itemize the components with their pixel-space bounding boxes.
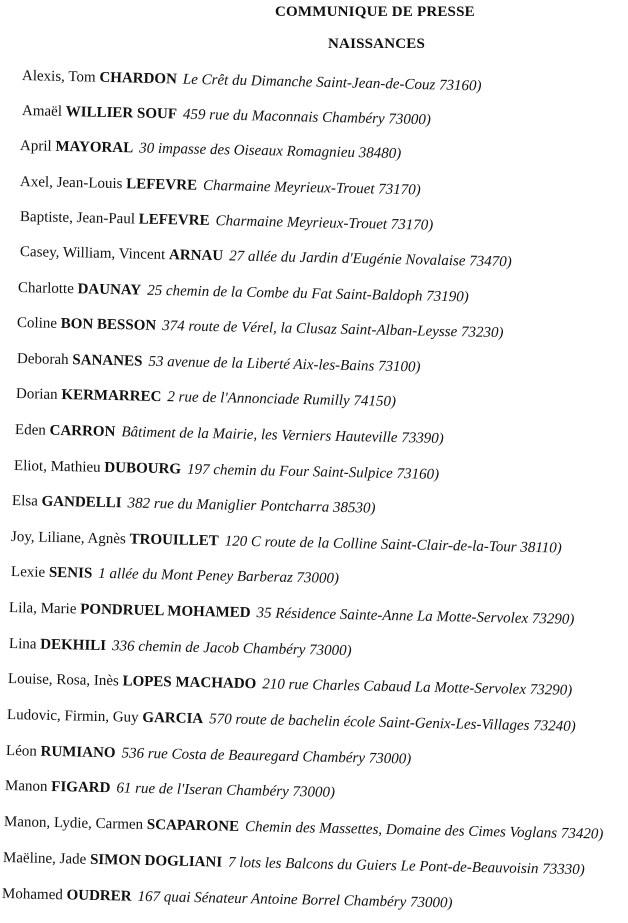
given-names: Dorian bbox=[15, 386, 58, 403]
announcement-entry bbox=[2, 885, 453, 912]
surname: DUBOURG bbox=[104, 459, 182, 478]
surname: ARNAU bbox=[168, 247, 224, 265]
given-names: Maëline, Jade bbox=[2, 850, 87, 868]
given-names: Lila, Marie bbox=[8, 600, 77, 618]
surname: SENIS bbox=[48, 564, 93, 582]
given-names: Elsa bbox=[11, 493, 38, 510]
document-title: COMMUNIQUE DE PRESSE bbox=[275, 4, 475, 20]
surname: BON BESSON bbox=[60, 315, 157, 334]
given-names: Alexis, Tom bbox=[21, 68, 96, 86]
given-names: Charlotte bbox=[17, 280, 74, 298]
given-names: Lexie bbox=[10, 564, 46, 581]
address: Chemin des Massettes, Domaine des Cimes Voglans 73420) bbox=[244, 819, 604, 843]
address: 536 rue Costa de Beauregard Chambéry 73000) bbox=[121, 745, 412, 768]
given-names: Casey, William, Vincent bbox=[19, 244, 166, 264]
announcement-entry bbox=[17, 350, 421, 376]
announcement-entry bbox=[6, 742, 412, 768]
given-names: Ludovic, Firmin, Guy bbox=[6, 707, 139, 726]
document-subtitle: NAISSANCES bbox=[328, 36, 426, 52]
announcement-entry bbox=[4, 813, 604, 844]
given-names: Amaël bbox=[21, 103, 63, 120]
given-names: Coline bbox=[16, 315, 58, 332]
surname: WILLIER SOUF bbox=[65, 103, 178, 123]
given-names: Joy, Liliane, Agnès bbox=[10, 529, 126, 548]
given-names: Léon bbox=[5, 743, 37, 760]
address: 570 route de bachelin école Saint-Genix-Les-Villages 73240) bbox=[209, 711, 576, 735]
announcement-entry bbox=[22, 102, 431, 129]
address: 53 avenue de la Liberté Aix-les-Bains 73100) bbox=[148, 353, 421, 376]
address: 210 rue Charles Cabaud La Motte-Servolex 73290) bbox=[262, 676, 573, 699]
surname: LOPES MACHADO bbox=[122, 673, 257, 693]
announcement-entry bbox=[14, 457, 439, 484]
surname: FIGARD bbox=[51, 778, 111, 797]
announcement-entry bbox=[11, 563, 339, 588]
address: Bâtiment de la Mairie, les Verniers Hauteville 73390) bbox=[121, 424, 444, 447]
announcement-entry bbox=[20, 137, 402, 163]
address: 27 allée du Jardin d'Eugénie Novalaise 73470) bbox=[228, 248, 512, 271]
address: 30 impasse des Oiseaux Romagnieu 38480) bbox=[139, 140, 402, 162]
address: 2 rue de l'Annonciade Rumilly 74150) bbox=[167, 389, 397, 410]
announcement-entry bbox=[5, 777, 335, 802]
announcement-entry bbox=[9, 599, 575, 629]
surname: SCAPARONE bbox=[146, 816, 240, 835]
announcement-entry bbox=[17, 314, 504, 342]
announcement-entry bbox=[16, 385, 396, 411]
given-names: Axel, Jean-Louis bbox=[19, 174, 123, 193]
announcement-entry bbox=[18, 279, 469, 306]
surname: LEFEVRE bbox=[126, 176, 198, 194]
given-names: Manon bbox=[4, 778, 48, 795]
given-names: Eliot, Mathieu bbox=[13, 458, 101, 476]
given-names: Manon, Lydie, Carmen bbox=[3, 814, 144, 833]
announcement-entry bbox=[15, 421, 444, 448]
announcement-entry bbox=[20, 208, 434, 235]
announcement-entry bbox=[3, 849, 585, 879]
address: 1 allée du Mont Peney Barberaz 73000) bbox=[98, 565, 340, 587]
address: 35 Résidence Sainte-Anne La Motte-Servolex 73290) bbox=[256, 605, 575, 628]
given-names: April bbox=[19, 138, 52, 155]
announcement-entry bbox=[20, 173, 421, 199]
given-names: Mohamed bbox=[1, 886, 63, 904]
surname: RUMIANO bbox=[40, 743, 116, 762]
surname: GARCIA bbox=[142, 709, 204, 728]
surname: SIMON DOGLIANI bbox=[89, 851, 223, 871]
announcement-entry bbox=[7, 706, 576, 736]
surname: OUDRER bbox=[66, 887, 132, 905]
surname: DEKHILI bbox=[40, 636, 107, 655]
announcement-entry bbox=[9, 635, 352, 660]
address: 336 chemin de Jacob Chambéry 73000) bbox=[111, 638, 352, 660]
given-names: Louise, Rosa, Inès bbox=[7, 671, 119, 690]
surname: GANDELLI bbox=[41, 493, 122, 512]
address: Charmaine Meyrieux-Trouet 73170) bbox=[215, 213, 434, 234]
surname: CARRON bbox=[49, 422, 116, 441]
surname: DAUNAY bbox=[77, 281, 142, 299]
surname: KERMARREC bbox=[61, 386, 162, 406]
given-names: Deborah bbox=[16, 351, 69, 369]
announcement-entry bbox=[12, 492, 376, 518]
surname: SANANES bbox=[72, 352, 143, 370]
address: 374 route de Vérel, la Clusaz Saint-Alban-Leysse 73230) bbox=[162, 318, 504, 342]
address: 197 chemin du Four Saint-Sulpice 73160) bbox=[186, 461, 440, 483]
given-names: Eden bbox=[14, 422, 46, 439]
given-names: Baptiste, Jean-Paul bbox=[19, 209, 136, 228]
address: 459 rue du Maconnais Chambéry 73000) bbox=[182, 106, 431, 129]
announcement-entry bbox=[22, 67, 482, 95]
announcement-entry bbox=[8, 670, 573, 700]
surname: CHARDON bbox=[99, 69, 178, 88]
address: 120 C route de la Colline Saint-Clair-de-la-Tour 38110) bbox=[224, 533, 562, 557]
address: 61 rue de l'Iseran Chambéry 73000) bbox=[116, 780, 336, 801]
surname: LEFEVRE bbox=[138, 211, 210, 229]
address: 7 lots les Balcons du Guiers Le Pont-de-Beauvoisin 73330) bbox=[227, 854, 585, 879]
given-names: Lina bbox=[8, 636, 37, 653]
address: 382 rue du Maniglier Pontcharra 38530) bbox=[127, 495, 376, 517]
surname: MAYORAL bbox=[55, 138, 134, 157]
address: Charmaine Meyrieux-Trouet 73170) bbox=[202, 177, 421, 199]
address: Le Crêt du Dimanche Saint-Jean-de-Couz 73160) bbox=[182, 71, 482, 95]
announcement-entry bbox=[11, 528, 562, 558]
surname: PONDRUEL MOHAMED bbox=[80, 601, 251, 622]
address: 25 chemin de la Combe du Fat Saint-Baldoph 73190) bbox=[147, 282, 469, 306]
address: 167 quai Sénateur Antoine Borrel Chambéry 73000) bbox=[137, 888, 453, 912]
announcement-entry bbox=[20, 243, 512, 271]
surname: TROUILLET bbox=[129, 531, 219, 550]
